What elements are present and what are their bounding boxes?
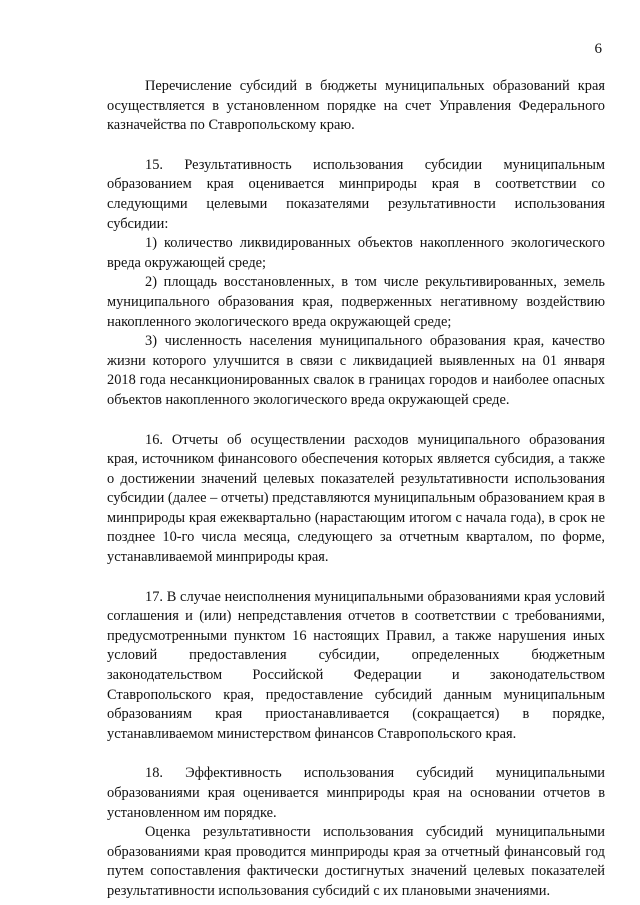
paragraph-section-15: 15. Результативность использования субсидии муниципальным образованием края оценивается минприроды края в соответствии со следующими целевыми показателями результативности использования субсидии: (107, 156, 605, 232)
paragraph-section-16: 16. Отчеты об осуществлении расходов муниципального образования края, источником финансового обеспечения которых является субсидия, а также о достижении значений целевых показателей результативности использования субсидии (далее – отчеты) представляются муниципальным образованием края в минприроды края ежеквартально (нарастающим итогом с начала года), в срок не позднее 10-го числа месяца, следующего за отчетным кварталом, по форме, устанавливаемой минприроды края. (107, 431, 605, 566)
page-number: 6 (594, 41, 602, 57)
paragraph-assessment: Оценка результативности использования субсидий муниципальными образованиями края проводится минприроды края за отчетный финансовый год путем сопоставления фактически достигнутых значений целевых показателей результативности использования субсидий с их плановыми значениями. (107, 824, 605, 899)
paragraph-gap (107, 136, 605, 156)
paragraph-indicator-3: 3) численность населения муниципального образования края, качество жизни которого улучшится в связи с ликвидацией выявленных на 01 января 2018 года несанкционированных свалок в границах городов и наиболее опасных объектов накопленного экологического вреда окружающей среде. (107, 333, 605, 408)
document-body (107, 77, 605, 902)
paragraph-section-18: 18. Эффективность использования субсидий муниципальными образованиями края оценивается минприроды края на основании отчетов в установленном им порядке. (107, 765, 605, 821)
paragraph-indicator-2: 2) площадь восстановленных, в том числе рекультивированных, земель муниципального образования края, подверженных негативному воздействию накопленного экологического вреда окружающей среде; (107, 274, 605, 330)
paragraph-indicator-1: 1) количество ликвидированных объектов накопленного экологического вреда окружающей среде; (107, 235, 605, 271)
paragraph-gap (107, 568, 605, 588)
paragraph-transfer-subsidies: Перечисление субсидий в бюджеты муниципальных образований края осуществляется в установленном порядке на счет Управления Федерального казначейства по Ставропольскому краю. (107, 78, 605, 134)
paragraph-section-17: 17. В случае неисполнения муниципальными образованиями края условий соглашения и (или) непредставления отчетов в соответствии с требованиями, предусмотренными пунктом 16 настоящих Правил, а также нарушения иных условий предоставления субсидии, определенных бюджетным законодательством Российской Федерации и законодательством Ставропольского края, предоставление субсидий данным муниципальным образованиям края приостанавливается (сокращается) в порядке, устанавливаемом министерством финансов Ставропольского края. (107, 588, 605, 742)
paragraph-gap (107, 411, 605, 431)
paragraph-gap (107, 744, 605, 764)
